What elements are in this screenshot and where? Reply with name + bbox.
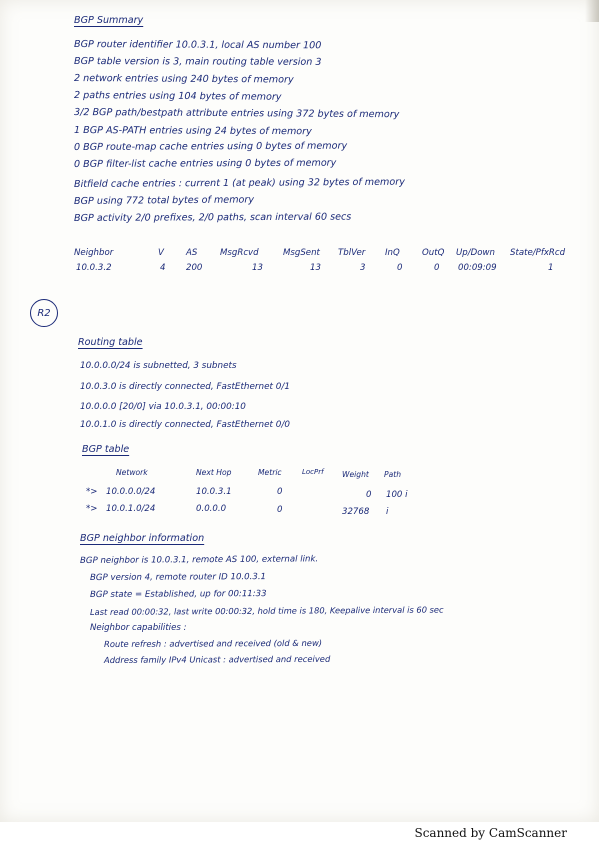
summary-line: 1 BGP AS-PATH entries using 24 bytes of memory [73, 125, 312, 138]
neighbor-header-v: V [158, 248, 164, 258]
neighbor-cell-v: 4 [160, 263, 166, 273]
routing-line: 10.0.0.0 [20/0] via 10.0.3.1, 00:00:10 [80, 402, 246, 412]
neighbor-cell-inq: 0 [397, 263, 403, 273]
bgp-row-nexthop: 10.0.3.1 [196, 487, 232, 497]
bgp-header-nexthop: Next Hop [196, 468, 232, 477]
summary-line: 2 network entries using 240 bytes of memory [73, 73, 294, 86]
bgp-row-metric: 0 [277, 505, 283, 515]
bgp-header-weight: Weight [342, 470, 369, 479]
bgp-row-nexthop: 0.0.0.0 [196, 504, 227, 514]
neighbor-info-heading: BGP neighbor information [80, 533, 205, 544]
router-r2-text: R2 [37, 307, 51, 319]
summary-line: BGP activity 2/0 prefixes, 2/0 paths, scan interval 60 secs [73, 211, 352, 224]
routing-line: 10.0.3.0 is directly connected, FastEthernet 0/1 [80, 382, 290, 392]
neighbor-header-msgsent: MsgSent [283, 248, 320, 258]
neighbor-info-line: Route refresh : advertised and received (old & new) [103, 637, 323, 649]
summary-line: BGP table version is 3, main routing table version 3 [73, 56, 322, 68]
routing-line: 10.0.0.0/24 is subnetted, 3 subnets [80, 361, 237, 371]
summary-line: 0 BGP route-map cache entries using 0 bytes of memory [73, 140, 348, 153]
neighbor-cell-msgsent: 13 [310, 263, 321, 273]
neighbor-header-msgrcvd: MsgRcvd [220, 248, 259, 258]
summary-line: Bitfield cache entries : current 1 (at peak) using 32 bytes of memory [73, 176, 405, 190]
neighbor-header-state: State/PfxRcd [510, 248, 566, 258]
bgp-header-network: Network [116, 468, 148, 477]
neighbor-info-line: Address family IPv4 Unicast : advertised and received [103, 653, 331, 665]
camscanner-watermark: Scanned by CamScanner [414, 826, 567, 840]
bgp-row-network: 10.0.0.0/24 [106, 487, 156, 497]
page-corner-shadow [585, 0, 599, 22]
neighbor-info-line: BGP state = Established, up for 00:11:33 [89, 589, 267, 600]
neighbor-header-outq: OutQ [422, 248, 445, 258]
summary-line: 3/2 BGP path/bestpath attribute entries using 372 bytes of memory [73, 107, 400, 121]
bgp-row-status: *> [86, 504, 98, 514]
neighbor-info-line: BGP version 4, remote router ID 10.0.3.1 [89, 572, 267, 583]
neighbor-info-line: Last read 00:00:32, last write 00:00:32, hold time is 180, Keepalive interval is 60 sec [89, 604, 444, 617]
bgp-row-status: *> [86, 487, 98, 497]
neighbor-header-neighbor: Neighbor [74, 248, 114, 258]
bgp-header-metric: Metric [258, 468, 282, 477]
bgp-summary-heading: BGP Summary [74, 15, 144, 26]
bgp-header-path: Path [384, 470, 402, 479]
neighbor-header-tblver: TblVer [338, 248, 366, 258]
summary-line: 0 BGP filter-list cache entries using 0 bytes of memory [73, 157, 337, 170]
neighbor-info-line: BGP neighbor is 10.0.3.1, remote AS 100, external link. [79, 554, 319, 566]
neighbor-cell-updown: 00:09:09 [458, 263, 497, 273]
bgp-table-heading: BGP table [82, 444, 130, 455]
neighbor-cell-msgrcvd: 13 [252, 263, 263, 273]
neighbor-info-line: Neighbor capabilities : [90, 623, 187, 633]
bgp-row-weight: 0 [366, 490, 372, 500]
neighbor-cell-neighbor: 10.0.3.2 [76, 263, 112, 273]
summary-line: BGP router identifier 10.0.3.1, local AS number 100 [73, 39, 322, 52]
bgp-header-locprf: LocPrf [302, 468, 324, 476]
neighbor-header-updown: Up/Down [456, 248, 495, 258]
router-r2-label [30, 299, 58, 327]
neighbor-header-inq: InQ [385, 248, 400, 258]
bgp-row-metric: 0 [277, 487, 283, 497]
routing-table-heading: Routing table [78, 337, 143, 348]
routing-line: 10.0.1.0 is directly connected, FastEthernet 0/0 [80, 420, 290, 430]
neighbor-header-as: AS [186, 248, 198, 258]
summary-line: BGP using 772 total bytes of memory [73, 194, 255, 207]
neighbor-cell-state: 1 [548, 263, 554, 273]
neighbor-cell-outq: 0 [434, 263, 440, 273]
neighbor-cell-tblver: 3 [360, 263, 366, 273]
bgp-row-path: 100 i [386, 490, 408, 500]
neighbor-cell-as: 200 [186, 263, 203, 273]
bgp-row-weight: 32768 [342, 507, 370, 517]
bgp-row-path: i [386, 507, 389, 517]
summary-line: 2 paths entries using 104 bytes of memory [73, 90, 282, 103]
bgp-row-network: 10.0.1.0/24 [106, 504, 156, 514]
